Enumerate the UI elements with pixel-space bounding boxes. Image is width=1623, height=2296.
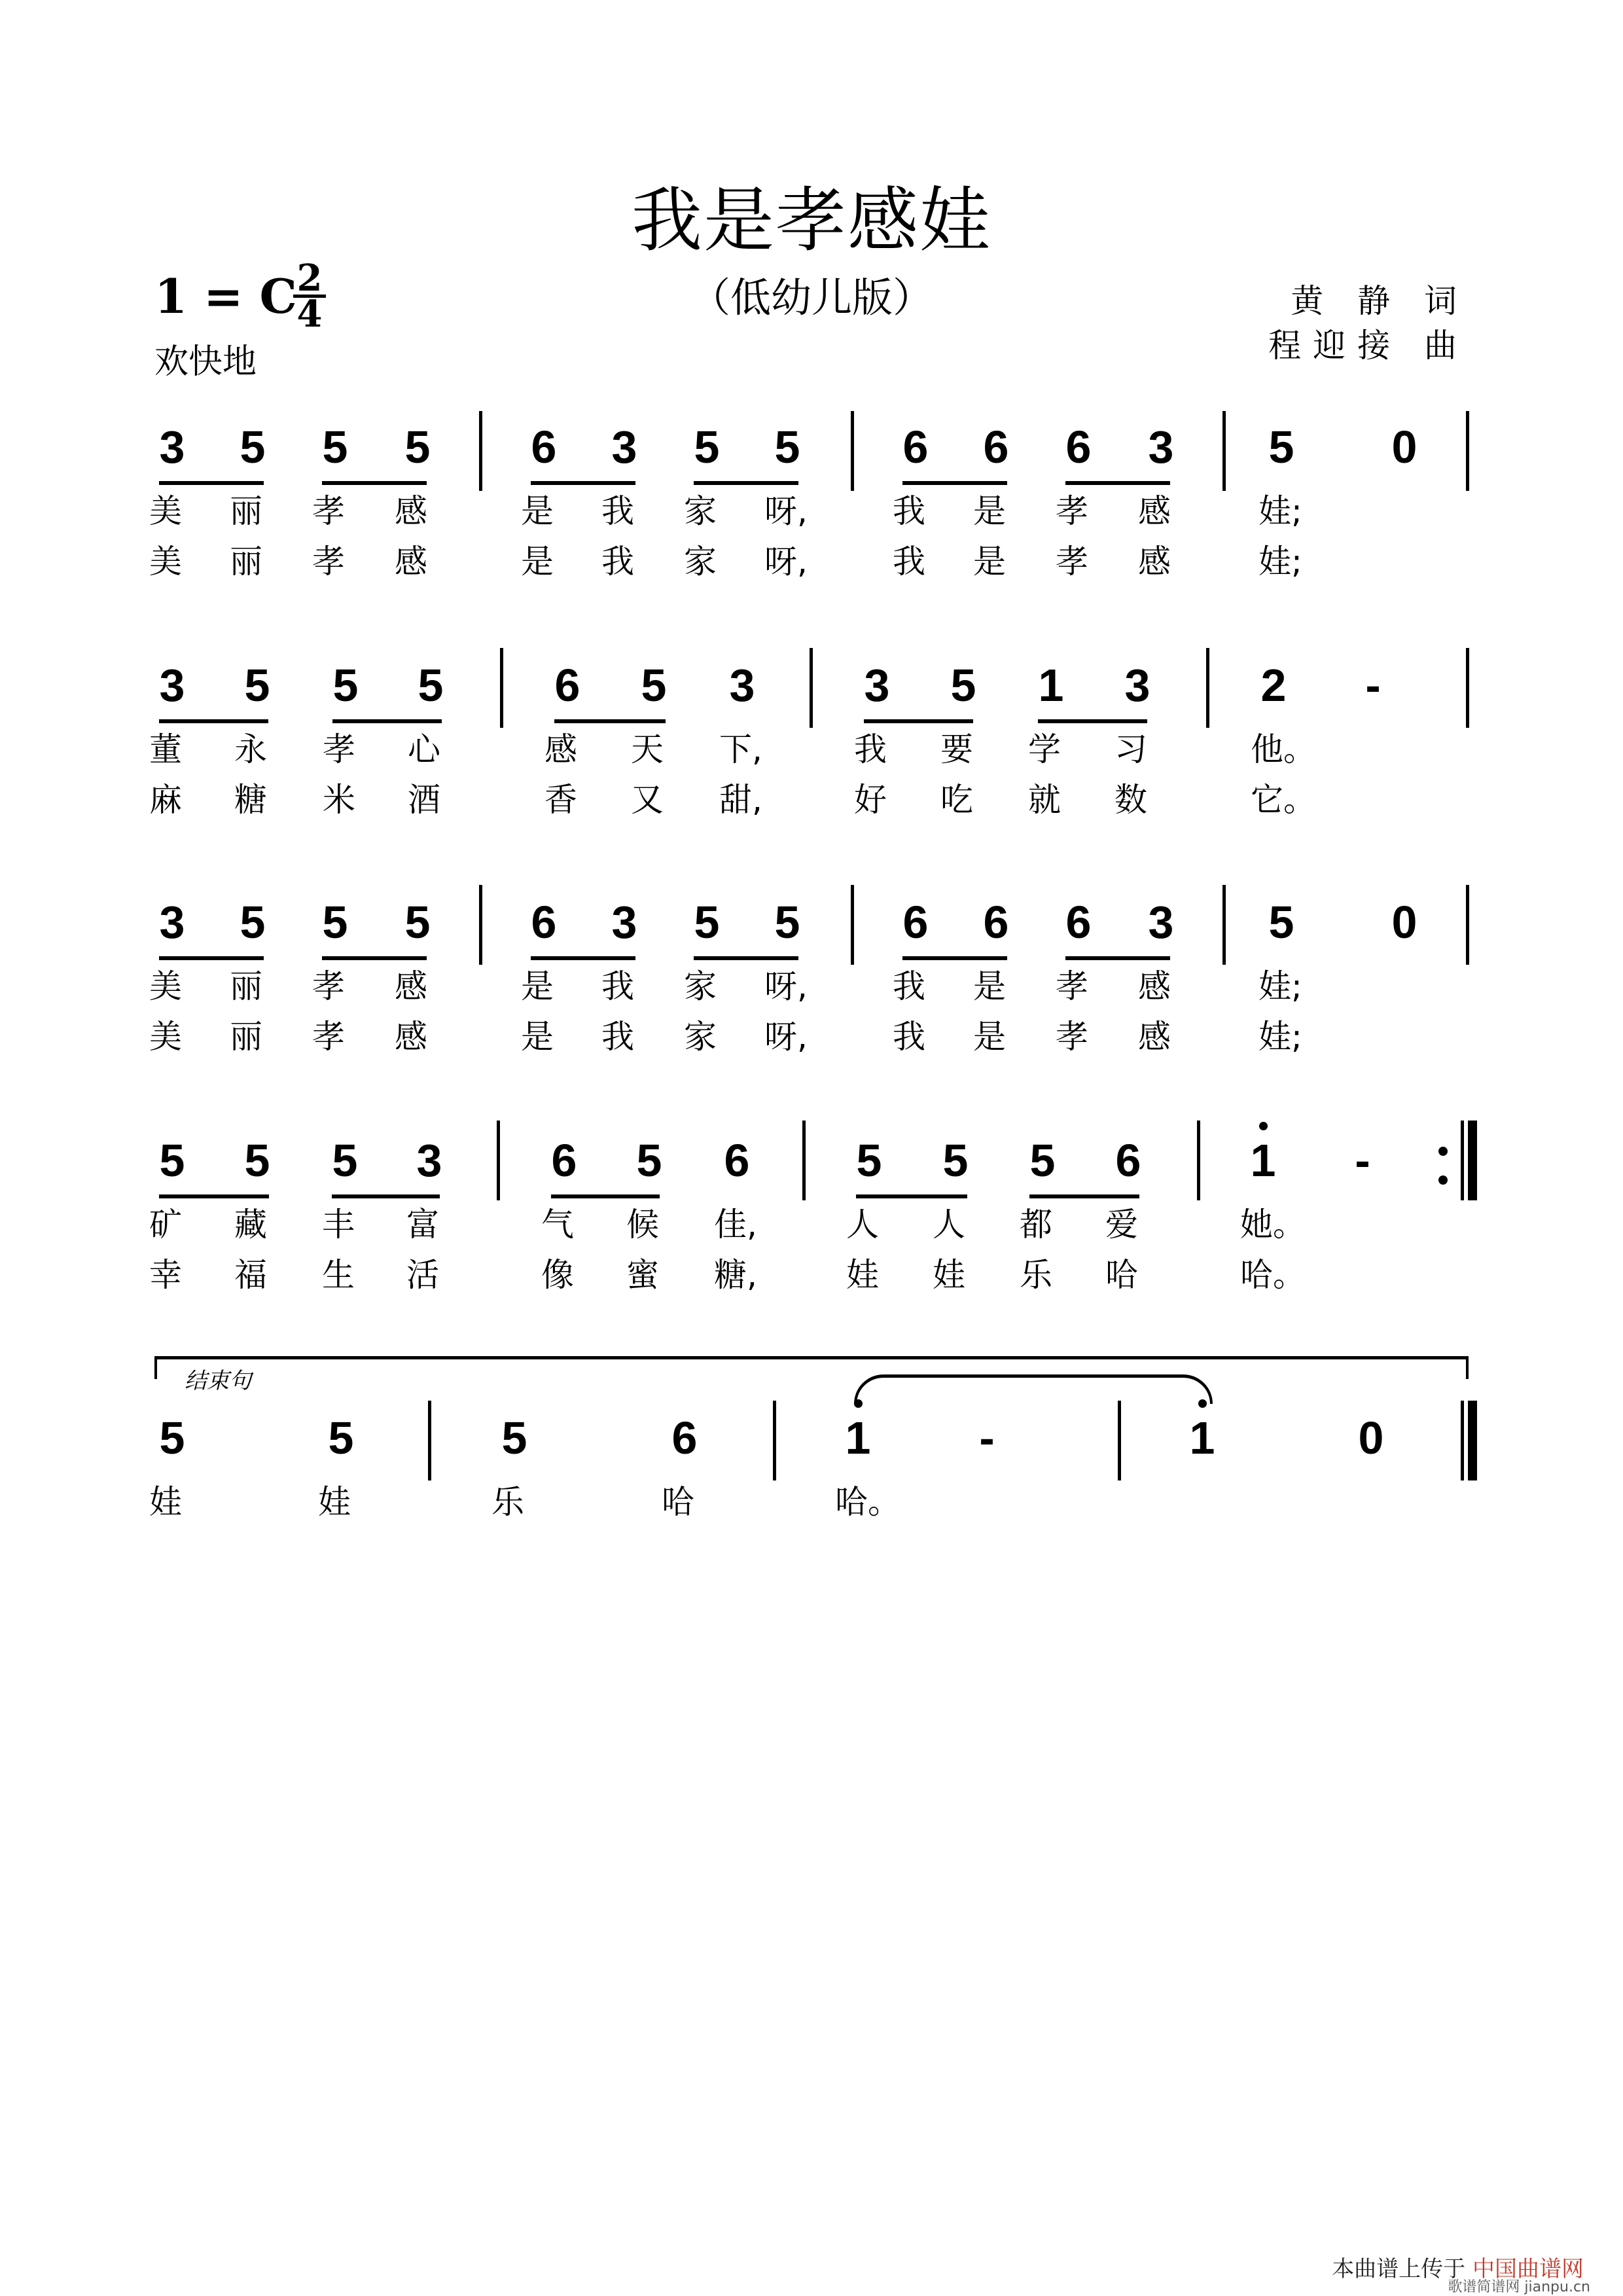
lyric: 孝: [312, 492, 345, 530]
eighth-beam: [159, 956, 264, 960]
note: 5: [328, 1412, 354, 1463]
lyric: 乐: [1020, 1256, 1052, 1294]
lyric: 麻: [149, 781, 182, 819]
note: 5: [641, 660, 667, 711]
note: 6: [1115, 1135, 1141, 1186]
note: 5: [322, 897, 348, 948]
lyric: 活: [406, 1256, 439, 1294]
lyric: 我: [893, 492, 925, 530]
lyric: 美: [149, 543, 182, 581]
eighth-beam: [531, 956, 635, 960]
note: 6: [551, 1135, 577, 1186]
lyric: 吃: [940, 781, 973, 819]
lyric: 呀,: [764, 967, 808, 1005]
lyric: 我: [893, 967, 925, 1005]
note: 6: [1065, 422, 1092, 473]
lyric: 感: [1138, 543, 1171, 581]
barline: [497, 1121, 500, 1200]
site-watermark: 歌谱简谱网 jianpu.cn: [1448, 2279, 1590, 2295]
lyric: 娃: [846, 1256, 879, 1294]
lyric: 丽: [230, 492, 262, 530]
note: 5: [694, 422, 720, 473]
lyric: 感: [395, 1018, 427, 1056]
lyric: 佳,: [714, 1206, 757, 1244]
lyric: 我: [893, 1018, 925, 1056]
note: 3: [1148, 897, 1174, 948]
lyric: 我: [601, 967, 634, 1005]
lyric: 家: [684, 492, 717, 530]
lyric: 是: [973, 967, 1006, 1005]
lyric: 呀,: [764, 1018, 808, 1056]
lyric: 都: [1020, 1206, 1052, 1244]
eighth-beam: [694, 956, 798, 960]
song-title: 我是孝感娃: [631, 180, 991, 262]
note: 5: [332, 660, 359, 711]
lyric: 像: [541, 1256, 574, 1294]
eighth-beam: [551, 1194, 660, 1198]
note: 6: [724, 1135, 750, 1186]
note: 5: [856, 1135, 882, 1186]
lyric: 是: [521, 492, 554, 530]
final-thick-bar: [1468, 1401, 1477, 1480]
note: 3: [729, 660, 755, 711]
barline: [1222, 885, 1226, 965]
lyric: 美: [149, 492, 182, 530]
lyric: 蜜: [626, 1256, 659, 1294]
eighth-beam: [1065, 481, 1170, 485]
lyric: 香: [544, 781, 577, 819]
lyric: 爱: [1105, 1206, 1138, 1244]
lyric: 是: [521, 967, 554, 1005]
lyric: 感: [1138, 1018, 1171, 1056]
lyric: 是: [521, 1018, 554, 1056]
barline: [1197, 1121, 1200, 1200]
lyric: 哈: [662, 1483, 694, 1521]
lyric: 美: [149, 967, 182, 1005]
eighth-beam: [1029, 1194, 1139, 1198]
lyric: 是: [973, 1018, 1006, 1056]
upload-text: 本曲谱上传于: [1332, 2256, 1466, 2282]
octave-up-dot: [1259, 1122, 1268, 1130]
lyric: 董: [149, 730, 182, 768]
note: 5: [332, 1135, 358, 1186]
note: 5: [240, 422, 266, 473]
eighth-beam: [322, 481, 427, 485]
lyric: 又: [631, 781, 664, 819]
note: 5: [404, 422, 431, 473]
lyric: 家: [684, 967, 717, 1005]
barline: [851, 885, 854, 965]
note: 5: [774, 897, 800, 948]
note: 5: [240, 897, 266, 948]
lyric: 丽: [230, 1018, 262, 1056]
lyric: 要: [940, 730, 973, 768]
lyric: 丰: [322, 1206, 355, 1244]
lyric: 好: [854, 781, 887, 819]
key-signature: 1 = C: [154, 268, 297, 324]
note: 6: [671, 1412, 698, 1463]
note: 3: [1148, 422, 1174, 473]
lyric: 丽: [230, 543, 262, 581]
lyric: 感: [1138, 492, 1171, 530]
time-denominator: 4: [293, 295, 326, 331]
note: 3: [159, 660, 185, 711]
lyric: 永: [234, 730, 267, 768]
eighth-beam: [554, 719, 666, 723]
note: 6: [531, 422, 557, 473]
lyric: 我: [893, 543, 925, 581]
ending-bracket: [154, 1356, 1469, 1379]
eighth-beam: [332, 719, 442, 723]
barline: [1461, 1401, 1464, 1480]
note-high: [1240, 1135, 1286, 1186]
note: 5: [244, 660, 270, 711]
eighth-beam: [159, 1194, 269, 1198]
lyric: 孝: [1056, 1018, 1088, 1056]
note: 5: [1268, 422, 1294, 473]
barline: [479, 885, 482, 965]
note-value: 1: [1250, 1135, 1276, 1186]
lyric: 就: [1028, 781, 1061, 819]
eighth-beam: [332, 1194, 440, 1198]
note: 3: [611, 897, 637, 948]
lyric: 心: [408, 730, 440, 768]
note: 6: [531, 897, 557, 948]
site-logo-text: 中国曲谱网: [1472, 2256, 1584, 2282]
lyric: 孝: [312, 1018, 345, 1056]
barline: [851, 411, 854, 491]
lyric: 娃: [933, 1256, 965, 1294]
note: 3: [416, 1135, 442, 1186]
lyric: 学: [1028, 730, 1061, 768]
note: 5: [1268, 897, 1294, 948]
note: 0: [1391, 897, 1418, 948]
note: 3: [864, 660, 890, 711]
note: 5: [1029, 1135, 1056, 1186]
eighth-beam: [159, 719, 268, 723]
barline: [428, 1401, 431, 1480]
note: -: [979, 1412, 995, 1463]
lyric: 生: [322, 1256, 355, 1294]
lyric: 富: [406, 1206, 439, 1244]
lyric: 孝: [312, 543, 345, 581]
lyric: 孝: [1056, 543, 1088, 581]
barline: [500, 648, 503, 728]
ending-label: 结束句: [185, 1368, 251, 1394]
lyric: 孝: [1056, 492, 1088, 530]
note: 6: [983, 897, 1009, 948]
note-high: [835, 1412, 881, 1463]
eighth-beam: [322, 956, 427, 960]
barline: [479, 411, 482, 491]
barline: [773, 1401, 776, 1480]
lyric: 气: [541, 1206, 574, 1244]
lyric: 下,: [719, 730, 762, 768]
lyric: 我: [601, 543, 634, 581]
lyric: 是: [973, 543, 1006, 581]
note: 5: [322, 422, 348, 473]
lyric: 天: [631, 730, 664, 768]
note: 6: [554, 660, 580, 711]
lyric: 人: [933, 1206, 965, 1244]
time-signature: [293, 257, 326, 336]
note: 5: [159, 1412, 185, 1463]
lyric: 糖: [234, 781, 267, 819]
lyric: 藏: [234, 1206, 267, 1244]
eighth-beam: [159, 481, 264, 485]
note: 0: [1391, 422, 1418, 473]
time-numerator: 2: [296, 257, 323, 300]
note: 5: [418, 660, 444, 711]
lyric: 美: [149, 1018, 182, 1056]
lyric: 感: [1138, 967, 1171, 1005]
note: 5: [244, 1135, 270, 1186]
lyric: 丽: [230, 967, 262, 1005]
eighth-beam: [531, 481, 635, 485]
barline: [1461, 1121, 1464, 1200]
note: 2: [1260, 660, 1287, 711]
lyric: 是: [973, 492, 1006, 530]
lyric: 呀,: [764, 543, 808, 581]
lyric: 我: [854, 730, 887, 768]
lyric: 人: [846, 1206, 879, 1244]
eighth-beam: [902, 481, 1007, 485]
lyric: 孝: [312, 967, 345, 1005]
lyric: 我: [601, 1018, 634, 1056]
lyric: 它。: [1251, 781, 1316, 819]
composer-credit: 程迎接 曲: [1268, 327, 1469, 365]
note: 3: [1124, 660, 1150, 711]
lyric: 感: [395, 492, 427, 530]
lyric: 乐: [491, 1483, 524, 1521]
lyric: 家: [684, 1018, 717, 1056]
eighth-beam: [694, 481, 798, 485]
barline: [1118, 1401, 1121, 1480]
eighth-beam: [1038, 719, 1147, 723]
lyric: 幸: [149, 1256, 182, 1294]
lyric: 哈。: [1240, 1256, 1306, 1294]
lyric: 糖,: [714, 1256, 757, 1294]
note: 3: [159, 422, 185, 473]
lyric: 孝: [1056, 967, 1088, 1005]
lyric: 福: [234, 1256, 267, 1294]
lyric: 我: [601, 492, 634, 530]
lyric: 矿: [149, 1206, 182, 1244]
repeat-dots: [1438, 1147, 1448, 1204]
lyric: 感: [544, 730, 577, 768]
note: 6: [983, 422, 1009, 473]
lyric: 感: [395, 967, 427, 1005]
lyric: 感: [395, 543, 427, 581]
note: 5: [774, 422, 800, 473]
note: 0: [1358, 1412, 1384, 1463]
eighth-beam: [1065, 956, 1170, 960]
tie-slur: [854, 1374, 1213, 1404]
lyric: 哈。: [835, 1483, 901, 1521]
lyric: 她。: [1240, 1206, 1306, 1244]
note: 5: [950, 660, 976, 711]
lyric: 候: [626, 1206, 659, 1244]
note: 1: [1038, 660, 1064, 711]
note: 6: [1065, 897, 1092, 948]
lyric: 米: [323, 781, 355, 819]
eighth-beam: [856, 1194, 967, 1198]
note: 5: [404, 897, 431, 948]
lyric: 娃;: [1258, 967, 1302, 1005]
barline: [1466, 885, 1469, 965]
lyric: 孝: [323, 730, 355, 768]
note: 5: [942, 1135, 969, 1186]
song-subtitle: （低幼儿版）: [689, 274, 933, 321]
note: 5: [501, 1412, 527, 1463]
lyric: 家: [684, 543, 717, 581]
lyric: 酒: [408, 781, 440, 819]
barline: [1466, 648, 1469, 728]
note: 3: [159, 897, 185, 948]
note-high: [1179, 1412, 1225, 1463]
note: -: [1355, 1135, 1370, 1186]
note: 5: [636, 1135, 662, 1186]
barline: [1206, 648, 1209, 728]
barline: [802, 1121, 806, 1200]
lyric: 娃: [318, 1483, 351, 1521]
lyric: 娃;: [1258, 1018, 1302, 1056]
lyric: 他。: [1251, 730, 1316, 768]
octave-up-dot: [1198, 1399, 1207, 1408]
octave-up-dot: [854, 1399, 863, 1408]
lyric: 娃;: [1258, 492, 1302, 530]
lyric: 呀,: [764, 492, 808, 530]
eighth-beam: [864, 719, 973, 723]
barline: [1466, 411, 1469, 491]
lyricist-credit: 黄 静 词: [1291, 282, 1469, 320]
note: 5: [159, 1135, 185, 1186]
note-value: 1: [845, 1412, 871, 1463]
note: 6: [902, 897, 929, 948]
lyric: 娃;: [1258, 543, 1302, 581]
lyric: 娃: [149, 1483, 182, 1521]
lyric: 数: [1115, 781, 1147, 819]
note-value: 1: [1189, 1412, 1215, 1463]
eighth-beam: [902, 956, 1007, 960]
lyric: 是: [521, 543, 554, 581]
note: 5: [694, 897, 720, 948]
barline: [810, 648, 813, 728]
note: 3: [611, 422, 637, 473]
lyric: 哈: [1105, 1256, 1138, 1294]
note: -: [1365, 660, 1381, 711]
tempo-marking: 欢快地: [154, 342, 257, 382]
note: 6: [902, 422, 929, 473]
barline: [1222, 411, 1226, 491]
end-repeat-thick-bar: [1468, 1121, 1477, 1200]
lyric: 甜,: [719, 781, 762, 819]
lyric: 习: [1115, 730, 1147, 768]
